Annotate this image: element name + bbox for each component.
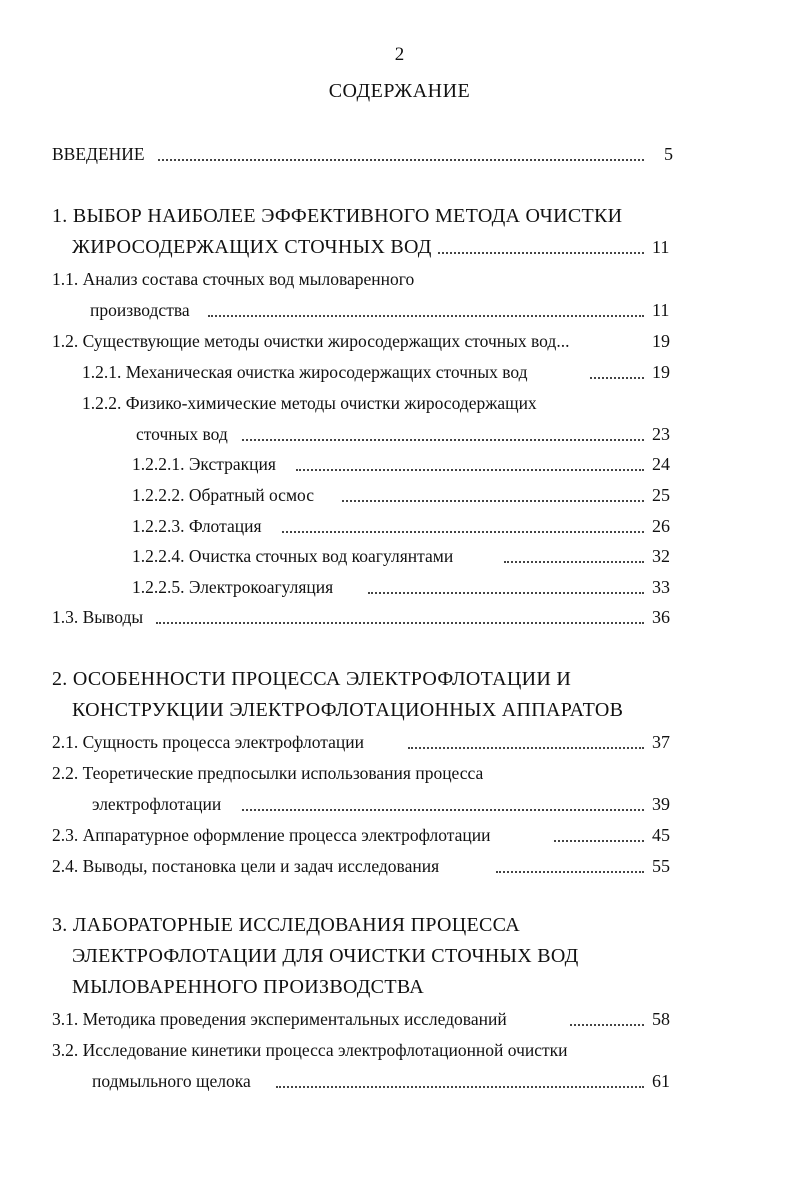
dot-leader [242, 809, 644, 811]
dot-leader [570, 1024, 644, 1026]
toc-subsection-1-2-2-4[interactable] [52, 541, 688, 571]
toc-entry-page: 19 [652, 331, 670, 351]
toc-entry-label: сточных вод [136, 424, 228, 444]
toc-chapter-3-line3[interactable] [52, 972, 688, 1002]
toc-entry-label: электрофлотации [92, 794, 222, 814]
toc-entry-label: 2.4. Выводы, постановка цели и задач исследования [52, 856, 440, 876]
dot-leader [496, 871, 644, 873]
toc-entry-label: 1. ВЫБОР НАИБОЛЕЕ ЭФФЕКТИВНОГО МЕТОДА ОЧИСТКИ [52, 205, 623, 227]
toc-section-2-4[interactable] [52, 851, 688, 881]
toc-section-1-2-1[interactable] [52, 357, 688, 387]
toc-chapter-1-line2[interactable] [52, 232, 688, 262]
toc-entry-label: 1.2.2.1. Экстракция [132, 454, 276, 474]
dot-leader [368, 592, 644, 594]
toc-entry-introduction[interactable] [52, 139, 688, 169]
dot-leader [276, 1086, 644, 1088]
toc-entry-label: 2.2. Теоретические предпосылки использования процесса [52, 763, 484, 783]
toc-section-3-2-line1[interactable] [52, 1035, 688, 1065]
toc-title: СОДЕРЖАНИЕ [328, 80, 471, 102]
toc-entry-label: 2.3. Аппаратурное оформление процесса электрофлотации [52, 825, 491, 845]
toc-chapter-2-line1[interactable] [52, 664, 688, 694]
toc-entry-page: 11 [652, 237, 670, 257]
toc-entry-page: 19 [652, 362, 670, 382]
toc-section-1-3[interactable] [52, 602, 688, 632]
toc-entry-label: 1.2.1. Механическая очистка жиросодержащих сточных вод [82, 362, 528, 382]
toc-entry-label: 1.2.2.2. Обратный осмос [132, 485, 314, 505]
toc-entry-page: 37 [652, 732, 670, 752]
toc-entry-label: ЭЛЕКТРОФЛОТАЦИИ ДЛЯ ОЧИСТКИ СТОЧНЫХ ВОД [72, 945, 579, 967]
toc-entry-page: 23 [652, 424, 670, 444]
toc-entry-label: МЫЛОВАРЕННОГО ПРОИЗВОДСТВА [72, 976, 424, 998]
toc-entry-page: 39 [652, 794, 670, 814]
toc-entry-page: 5 [664, 144, 673, 164]
dot-leader [590, 377, 644, 379]
toc-entry-label: 3. ЛАБОРАТОРНЫЕ ИССЛЕДОВАНИЯ ПРОЦЕССА [52, 914, 521, 936]
toc-chapter-1-line1[interactable] [52, 201, 688, 231]
dot-leader [282, 531, 644, 533]
toc-entry-page: 55 [652, 856, 670, 876]
toc-entry-label: КОНСТРУКЦИИ ЭЛЕКТРОФЛОТАЦИОННЫХ АППАРАТОВ [72, 699, 624, 721]
toc-section-2-2-line1[interactable] [52, 758, 688, 788]
dot-leader [342, 500, 644, 502]
toc-section-2-2-line2[interactable] [52, 789, 688, 819]
dot-leader [296, 469, 644, 471]
toc-subsection-1-2-2-3[interactable] [52, 511, 688, 541]
toc-entry-label: ЖИРОСОДЕРЖАЩИХ СТОЧНЫХ ВОД [72, 236, 432, 258]
toc-subsection-1-2-2-1[interactable] [52, 449, 688, 479]
toc-subsection-1-2-2-2[interactable] [52, 480, 688, 510]
toc-section-1-1-line2[interactable] [52, 295, 688, 325]
toc-entry-page: 32 [652, 546, 670, 566]
toc-section-1-2-2-line1[interactable] [52, 388, 688, 418]
toc-entry-label: подмыльного щелока [92, 1071, 251, 1091]
toc-chapter-2-line2[interactable] [52, 695, 688, 725]
toc-section-1-2-2-line2[interactable] [52, 419, 688, 449]
page-number: 2 [394, 44, 405, 65]
toc-entry-page: 33 [652, 577, 670, 597]
dot-leader [408, 747, 644, 749]
toc-entry-label: 1.2.2.5. Электрокоагуляция [132, 577, 334, 597]
toc-entry-label: 1.3. Выводы [52, 607, 144, 627]
dot-leader [438, 252, 644, 254]
toc-section-1-2[interactable] [52, 326, 688, 356]
toc-entry-label: 2.1. Сущность процесса электрофлотации [52, 732, 364, 752]
toc-entry-label: ВВЕДЕНИЕ [52, 144, 145, 164]
toc-entry-page: 25 [652, 485, 670, 505]
toc-section-3-2-line2[interactable] [52, 1066, 688, 1096]
toc-entry-label: 1.1. Анализ состава сточных вод мыловаренного [52, 269, 415, 289]
toc-entry-label: 1.2.2.3. Флотация [132, 516, 262, 536]
dot-leader [504, 561, 644, 563]
toc-entry-label: 3.2. Исследование кинетики процесса электрофлотационной очистки [52, 1040, 568, 1060]
toc-entry-page: 26 [652, 516, 670, 536]
toc-entry-page: 45 [652, 825, 670, 845]
toc-chapter-3-line1[interactable] [52, 910, 688, 940]
toc-entry-label: 1.2.2. Физико-химические методы очистки жиросодержащих [82, 393, 537, 413]
dot-leader [158, 159, 644, 161]
toc-entry-page: 61 [652, 1071, 670, 1091]
dot-leader [554, 840, 644, 842]
toc-subsection-1-2-2-5[interactable] [52, 572, 688, 602]
toc-section-1-1-line1[interactable] [52, 264, 688, 294]
toc-entry-page: 36 [652, 607, 670, 627]
toc-section-2-3[interactable] [52, 820, 688, 850]
toc-entry-label: 3.1. Методика проведения экспериментальных исследований [52, 1009, 507, 1029]
toc-entry-page: 11 [652, 300, 670, 320]
dot-leader [156, 622, 644, 624]
dot-leader [208, 315, 644, 317]
dot-leader [242, 439, 644, 441]
toc-chapter-3-line2[interactable] [52, 941, 688, 971]
toc-entry-label: 2. ОСОБЕННОСТИ ПРОЦЕССА ЭЛЕКТРОФЛОТАЦИИ И [52, 668, 572, 690]
toc-section-3-1[interactable] [52, 1004, 688, 1034]
toc-entry-label: производства [90, 300, 190, 320]
toc-entry-page: 24 [652, 454, 670, 474]
toc-section-2-1[interactable] [52, 727, 688, 757]
toc-entry-label: 1.2. Существующие методы очистки жиросодержащих сточных вод... [52, 331, 570, 351]
toc-entry-label: 1.2.2.4. Очистка сточных вод коагулянтами [132, 546, 454, 566]
toc-entry-page: 58 [652, 1009, 670, 1029]
